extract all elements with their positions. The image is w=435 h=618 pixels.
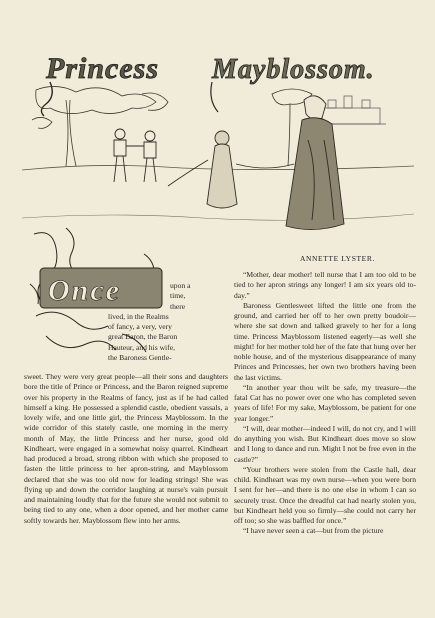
paragraph: “Mother, dear mother! tell nurse that I am too old to be tied to her apron strings any longer! I am six years old to-day.”	[234, 270, 416, 300]
text-line: there	[170, 301, 186, 311]
paragraph: Baroness Gentlesweet lifted the little one from the ground, and carried her off to her own pretty boudoir—where she sat down and talked gravely to her for a long time. Princess Mayblossom listened eagerly—as well she might! for her mother told her of the fate that hung over her noble house, and of the mysterious disappearance of many Princes and Princesses, her own two brothers having been the last victims.	[234, 300, 416, 382]
left-column-narrow	[108, 281, 228, 363]
text-line: the Baroness Gentle-	[108, 352, 172, 362]
paragraph: “I will, dear mother—indeed I will, do not cry, and I will do anything you wish. But Kindheart does move so slow and I long to dance and run. Might I not be free even in the castle?”	[234, 423, 416, 464]
text-line: great Baron, the Baron	[108, 332, 178, 342]
castle-drawing	[322, 96, 386, 124]
princess-drawing	[168, 131, 237, 208]
title-right: Mayblossom.	[212, 54, 375, 85]
author-byline: ANNETTE LYSTER.	[300, 254, 375, 263]
right-column-text	[234, 270, 416, 537]
nurse-drawing	[286, 96, 344, 230]
text-line: Hauteur, and his wife,	[108, 342, 175, 352]
text-line: lived, in the Realms	[108, 311, 169, 321]
tree-drawing	[32, 86, 312, 166]
text-line: of fancy, a very, very	[108, 322, 172, 331]
paragraph: “In another year thou wilt be safe, my treasure—the fatal Cat has no power over one who has completed seven years of life! For my sake, Mayblossom, be patient for one year longer.”	[234, 382, 416, 423]
text-line: upon a	[170, 281, 191, 290]
title-left: Princess	[46, 52, 159, 85]
left-column-text	[24, 372, 228, 526]
dropcap-word: Once	[48, 274, 121, 307]
two-boys-drawing	[114, 129, 156, 182]
paragraph: “Your brothers were stolen from the Castle hall, dear child. Kindheart was my own nurse—when you were born I sent for her—and there is no one else in whom I can so securely trust. Once the dreadful cat had nearly stolen you, but Kindheart held you so firmly—she could not carry her off too; so she was baffled for once.”	[234, 464, 416, 525]
paragraph: “I have never seen a cat—but from the picture	[243, 526, 384, 536]
text-line: time,	[170, 291, 186, 301]
paragraph: sweet. They were very great people—all their sons and daughters bore the title of Prince or Princess, and the Baron reigned supreme over his property in the Realms of fancy, just as if he had called himself a king. He possessed a splendid castle, obedient vassals, a lovely wife, and one little girl, the Princess Mayblossom. In the wide corridor of this stately castle, one morning in the merry month of May, the little Princess and her nurse, good old Kindheart, were engaged in a somewhat noisy quarrel. Kindheart had produced a broad, strong ribbon with which she proposed to fasten the little princess to her apron-string, and Mayblossom declared that she was too old now for leading strings! She was flying up and down the corridor laughing at nurse's vain pursuit and maintaining loudly that for the future she would not submit to being tied to any one, when a door opened, and her mother came softly towards her. Mayblossom flew into her arms.	[24, 372, 228, 525]
